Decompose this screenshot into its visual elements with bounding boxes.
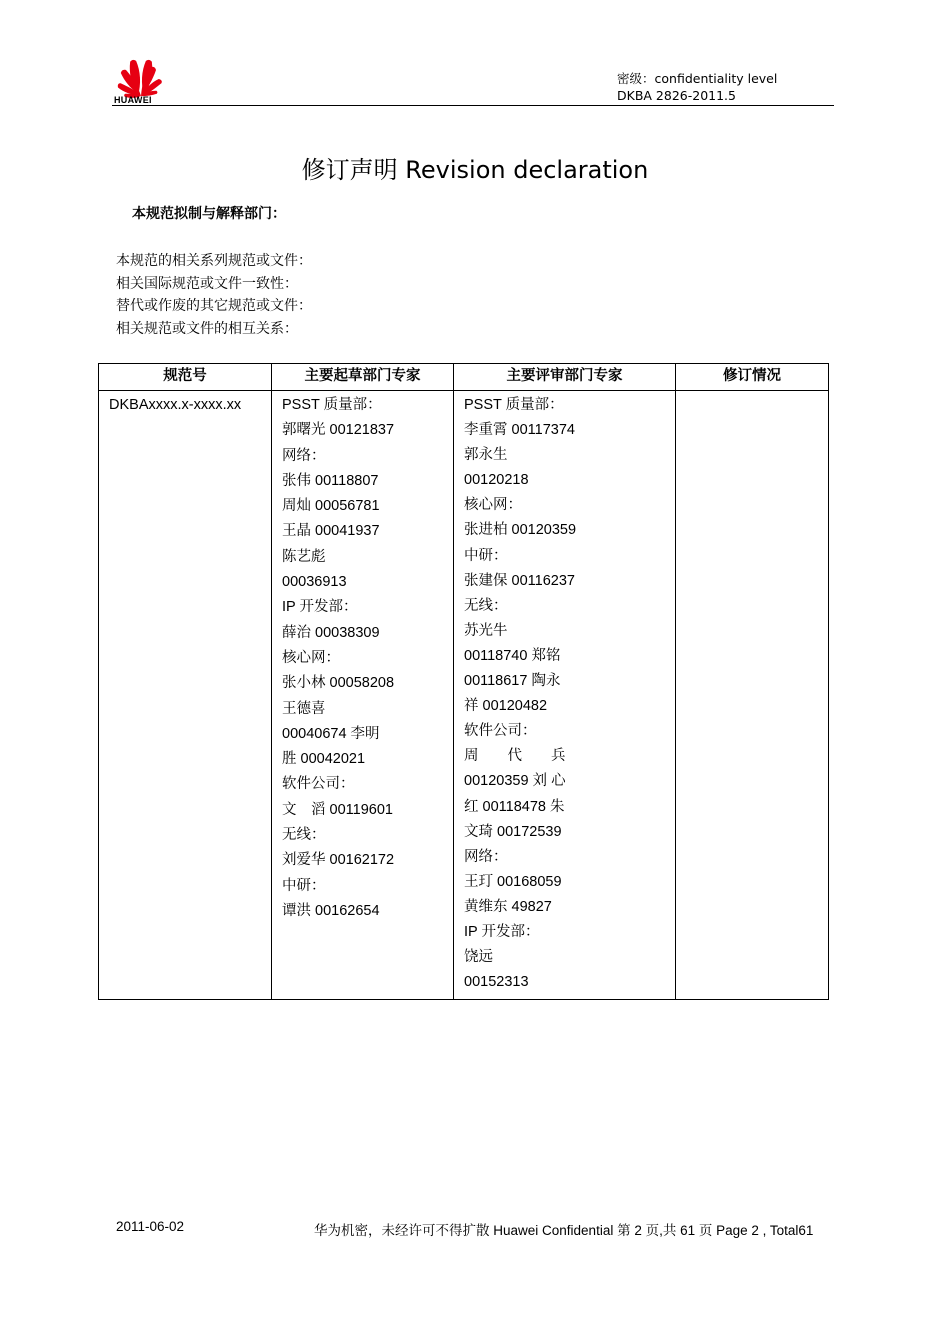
header-revision: 修订情况 xyxy=(676,364,829,391)
list-item: 00036913 xyxy=(282,574,347,591)
list-item: 王晶 00041937 xyxy=(282,523,380,540)
intro-line: 相关规范或文件的相互关系： xyxy=(116,320,298,337)
list-item: 张伟 00118807 xyxy=(282,472,379,489)
spec-number: DKBAxxxx.x-xxxx.xx xyxy=(109,397,242,413)
list-item: 苏光牛 xyxy=(464,622,508,639)
list-item: 张进柏 00120359 xyxy=(464,522,577,539)
list-item: 00118617 陶永 xyxy=(464,673,561,690)
revision-table xyxy=(98,363,829,1000)
list-item: 李重霄 00117374 xyxy=(464,422,575,439)
list-item: 00120218 xyxy=(464,472,529,489)
list-item: IP 开发部： xyxy=(282,599,358,616)
list-item: 谭洪 00162654 xyxy=(282,902,380,919)
list-item: 核心网： xyxy=(464,497,522,514)
table-row xyxy=(99,391,829,1000)
list-item: 中研： xyxy=(282,877,326,894)
list-item: PSST 质量部： xyxy=(282,397,382,413)
list-item: 祥 00120482 xyxy=(464,698,548,715)
cell-drafters xyxy=(272,391,454,1000)
list-item: IP 开发部： xyxy=(464,923,540,940)
list-item: 网络： xyxy=(464,848,508,865)
list-item: 薛治 00038309 xyxy=(282,624,380,641)
list-item: 网络： xyxy=(282,447,326,464)
list-item: 张建保 00116237 xyxy=(464,572,575,589)
intro-line: 替代或作废的其它规范或文件： xyxy=(116,298,312,314)
cell-revision xyxy=(676,391,829,1000)
intro-line: 相关国际规范或文件一致性： xyxy=(116,275,298,292)
list-item: 00152313 xyxy=(464,974,529,991)
list-item: PSST 质量部： xyxy=(464,397,564,413)
footer-confidential: 华为机密，未经许可不得扩散 Huawei Confidential 第 2 页,共 61 页 Page 2 , Total61 xyxy=(314,1223,814,1238)
list-item: 文琦 00172539 xyxy=(464,823,562,840)
list-item: 陈艺彪 xyxy=(282,548,326,565)
header-spec-number: 规范号 xyxy=(99,364,272,391)
confidentiality-level: 密级：confidentiality level xyxy=(617,71,778,86)
list-item: 胜 00042021 xyxy=(282,751,366,768)
document-code: DKBA 2826-2011.5 xyxy=(617,88,736,103)
list-item: 饶远 xyxy=(464,949,493,966)
list-item: 软件公司： xyxy=(282,776,355,793)
huawei-petals-icon xyxy=(114,58,168,98)
cell-reviewers xyxy=(454,391,676,1000)
table-header-row xyxy=(99,364,829,391)
list-item: 郭曙光 00121837 xyxy=(282,422,395,439)
footer-date: 2011-06-02 xyxy=(116,1219,185,1234)
header-drafters: 主要起草部门专家 xyxy=(272,364,454,391)
list-item: 王德喜 xyxy=(282,700,326,717)
list-item: 00118740 郑铭 xyxy=(464,647,561,664)
list-item: 00120359 刘 心 xyxy=(464,773,566,790)
drafters-list xyxy=(282,393,443,924)
list-item: 张小林 00058208 xyxy=(282,675,395,692)
header-divider xyxy=(112,105,834,106)
cell-spec-number xyxy=(99,391,272,1000)
list-item: 周灿 00056781 xyxy=(282,498,380,515)
list-item: 核心网： xyxy=(282,649,340,666)
list-item: 中研： xyxy=(464,547,508,564)
header-reviewers: 主要评审部门专家 xyxy=(454,364,676,391)
list-item: 周 代 兵 xyxy=(464,748,566,765)
page-title: 修订声明 Revision declaration xyxy=(301,156,649,184)
list-item: 刘爱华 00162172 xyxy=(282,852,395,869)
list-item: 黄维东 49827 xyxy=(464,898,552,915)
list-item: 王玎 00168059 xyxy=(464,873,562,890)
list-item: 郭永生 xyxy=(464,447,508,464)
list-item: 00040674 李明 xyxy=(282,725,380,742)
list-item: 无线： xyxy=(282,827,326,844)
list-item: 文 滔 00119601 xyxy=(282,801,393,818)
intro-lines xyxy=(116,250,312,340)
list-item: 红 00118478 朱 xyxy=(464,798,565,815)
intro-line: 本规范的相关系列规范或文件： xyxy=(116,253,312,269)
list-item: 无线： xyxy=(464,597,508,614)
reviewers-list xyxy=(464,393,665,995)
list-item: 软件公司： xyxy=(464,723,537,740)
header-meta xyxy=(617,70,777,104)
department-subheading: 本规范拟制与解释部门： xyxy=(132,206,286,222)
logo-wordmark: HUAWEI xyxy=(114,95,152,105)
